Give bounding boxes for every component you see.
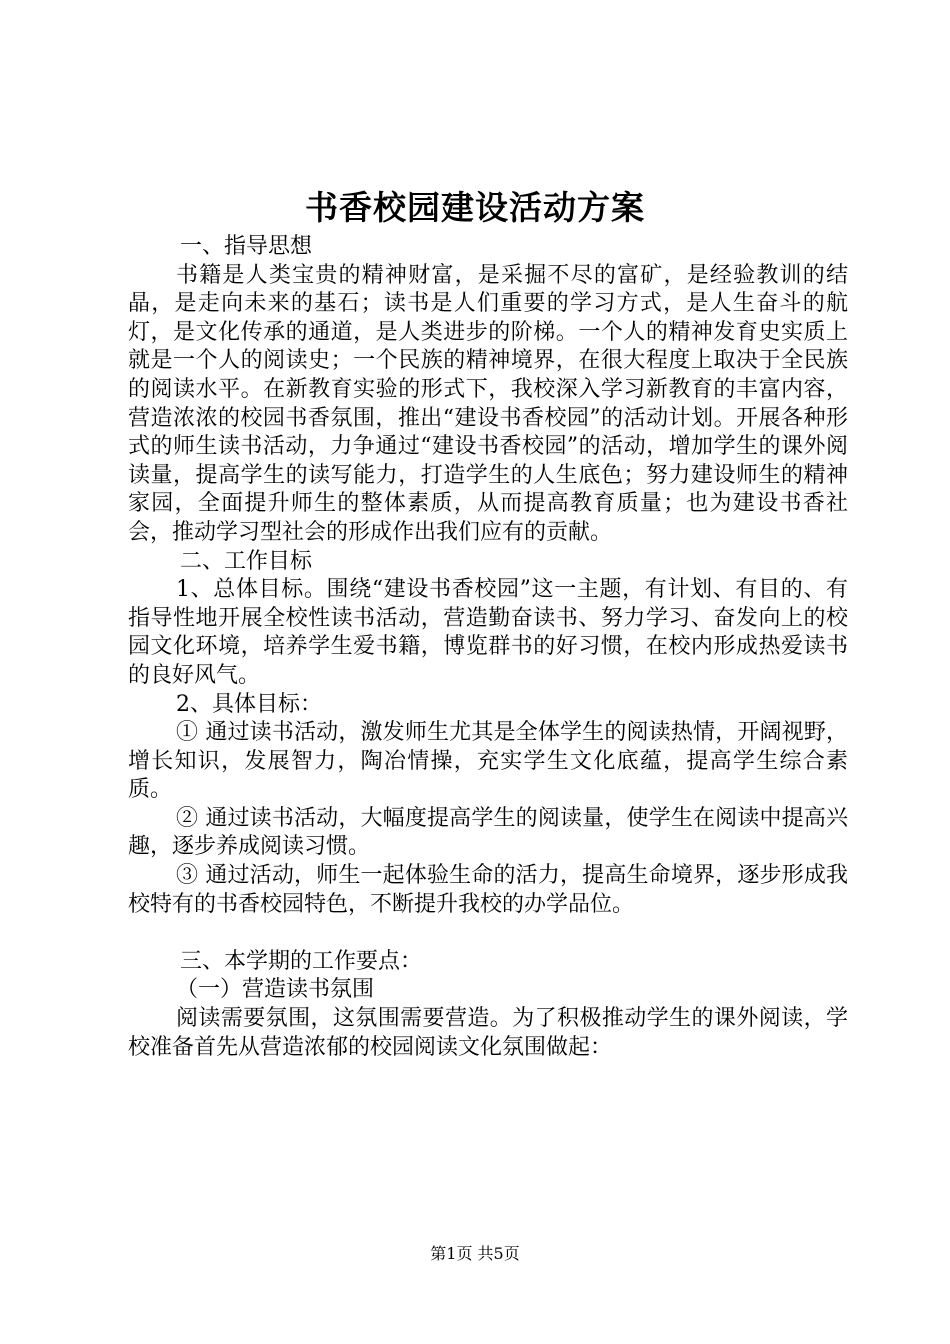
page-footer: 第1页 共5页 bbox=[430, 1244, 520, 1263]
specific-goal-item-3: ③ 通过活动，师生一起体验生命的活力，提高生命境界，逐步形成我校特有的书香校园特色，不断提升我校的办学品位。 bbox=[128, 863, 848, 917]
section-3-heading: 三、本学期的工作要点： bbox=[180, 948, 423, 974]
section-3-subheading: （一）营造读书氛围 bbox=[176, 977, 375, 1003]
section-3-paragraph: 阅读需要氛围，这氛围需要营造。为了积极推动学生的课外阅读，学校准备首先从营造浓郁的校园阅读文化氛围做起： bbox=[128, 1006, 848, 1060]
specific-goal-heading: 2、具体目标： bbox=[176, 691, 322, 717]
section-1-paragraph: 书籍是人类宝贵的精神财富，是采掘不尽的富矿，是经验教训的结晶，是走向未来的基石；读书是人们重要的学习方式，是人生奋斗的航灯，是文化传承的通道，是人类进步的阶梯。一个人的精神发育史实质上就是一个人的阅读史；一个民族的精神境界，在很大程度上取决于全民族的阅读水平。在新教育实验的形式下，我校深入学习新教育的丰富内容，营造浓浓的校园书香氛围，推出“建设书香校园”的活动计划。开展各种形式的师生读书活动，力争通过“建设书香校园”的活动，增加学生的课外阅读量，提高学生的读写能力，打造学生的人生底色；努力建设师生的精神家园，全面提升师生的整体素质，从而提高教育质量；也为建设书香社会，推动学习型社会的形成作出我们应有的贡献。 bbox=[128, 262, 848, 545]
paragraph-gap bbox=[128, 919, 848, 948]
section-2-heading: 二、工作目标 bbox=[180, 548, 313, 574]
document-body bbox=[128, 233, 848, 1062]
specific-goal-item-1: ① 通过读书活动，激发师生尤其是全体学生的阅读热情，开阔视野，增长知识，发展智力，陶冶情操，充实学生文化底蕴，提高学生综合素质。 bbox=[128, 720, 848, 803]
section-1-heading: 一、指导思想 bbox=[180, 234, 313, 259]
specific-goal-item-2: ② 通过读书活动，大幅度提高学生的阅读量，使学生在阅读中提高兴趣，逐步养成阅读习惯。 bbox=[128, 805, 848, 860]
document-title: 书香校园建设活动方案 bbox=[305, 188, 645, 227]
overall-goal-paragraph: 1、总体目标。围绕“建设书香校园”这一主题，有计划、有目的、有指导性地开展全校性读书活动，营造勤奋读书、努力学习、奋发向上的校园文化环境，培养学生爱书籍，博览群书的好习惯，在校内形成热爱读书的良好风气。 bbox=[128, 577, 848, 688]
